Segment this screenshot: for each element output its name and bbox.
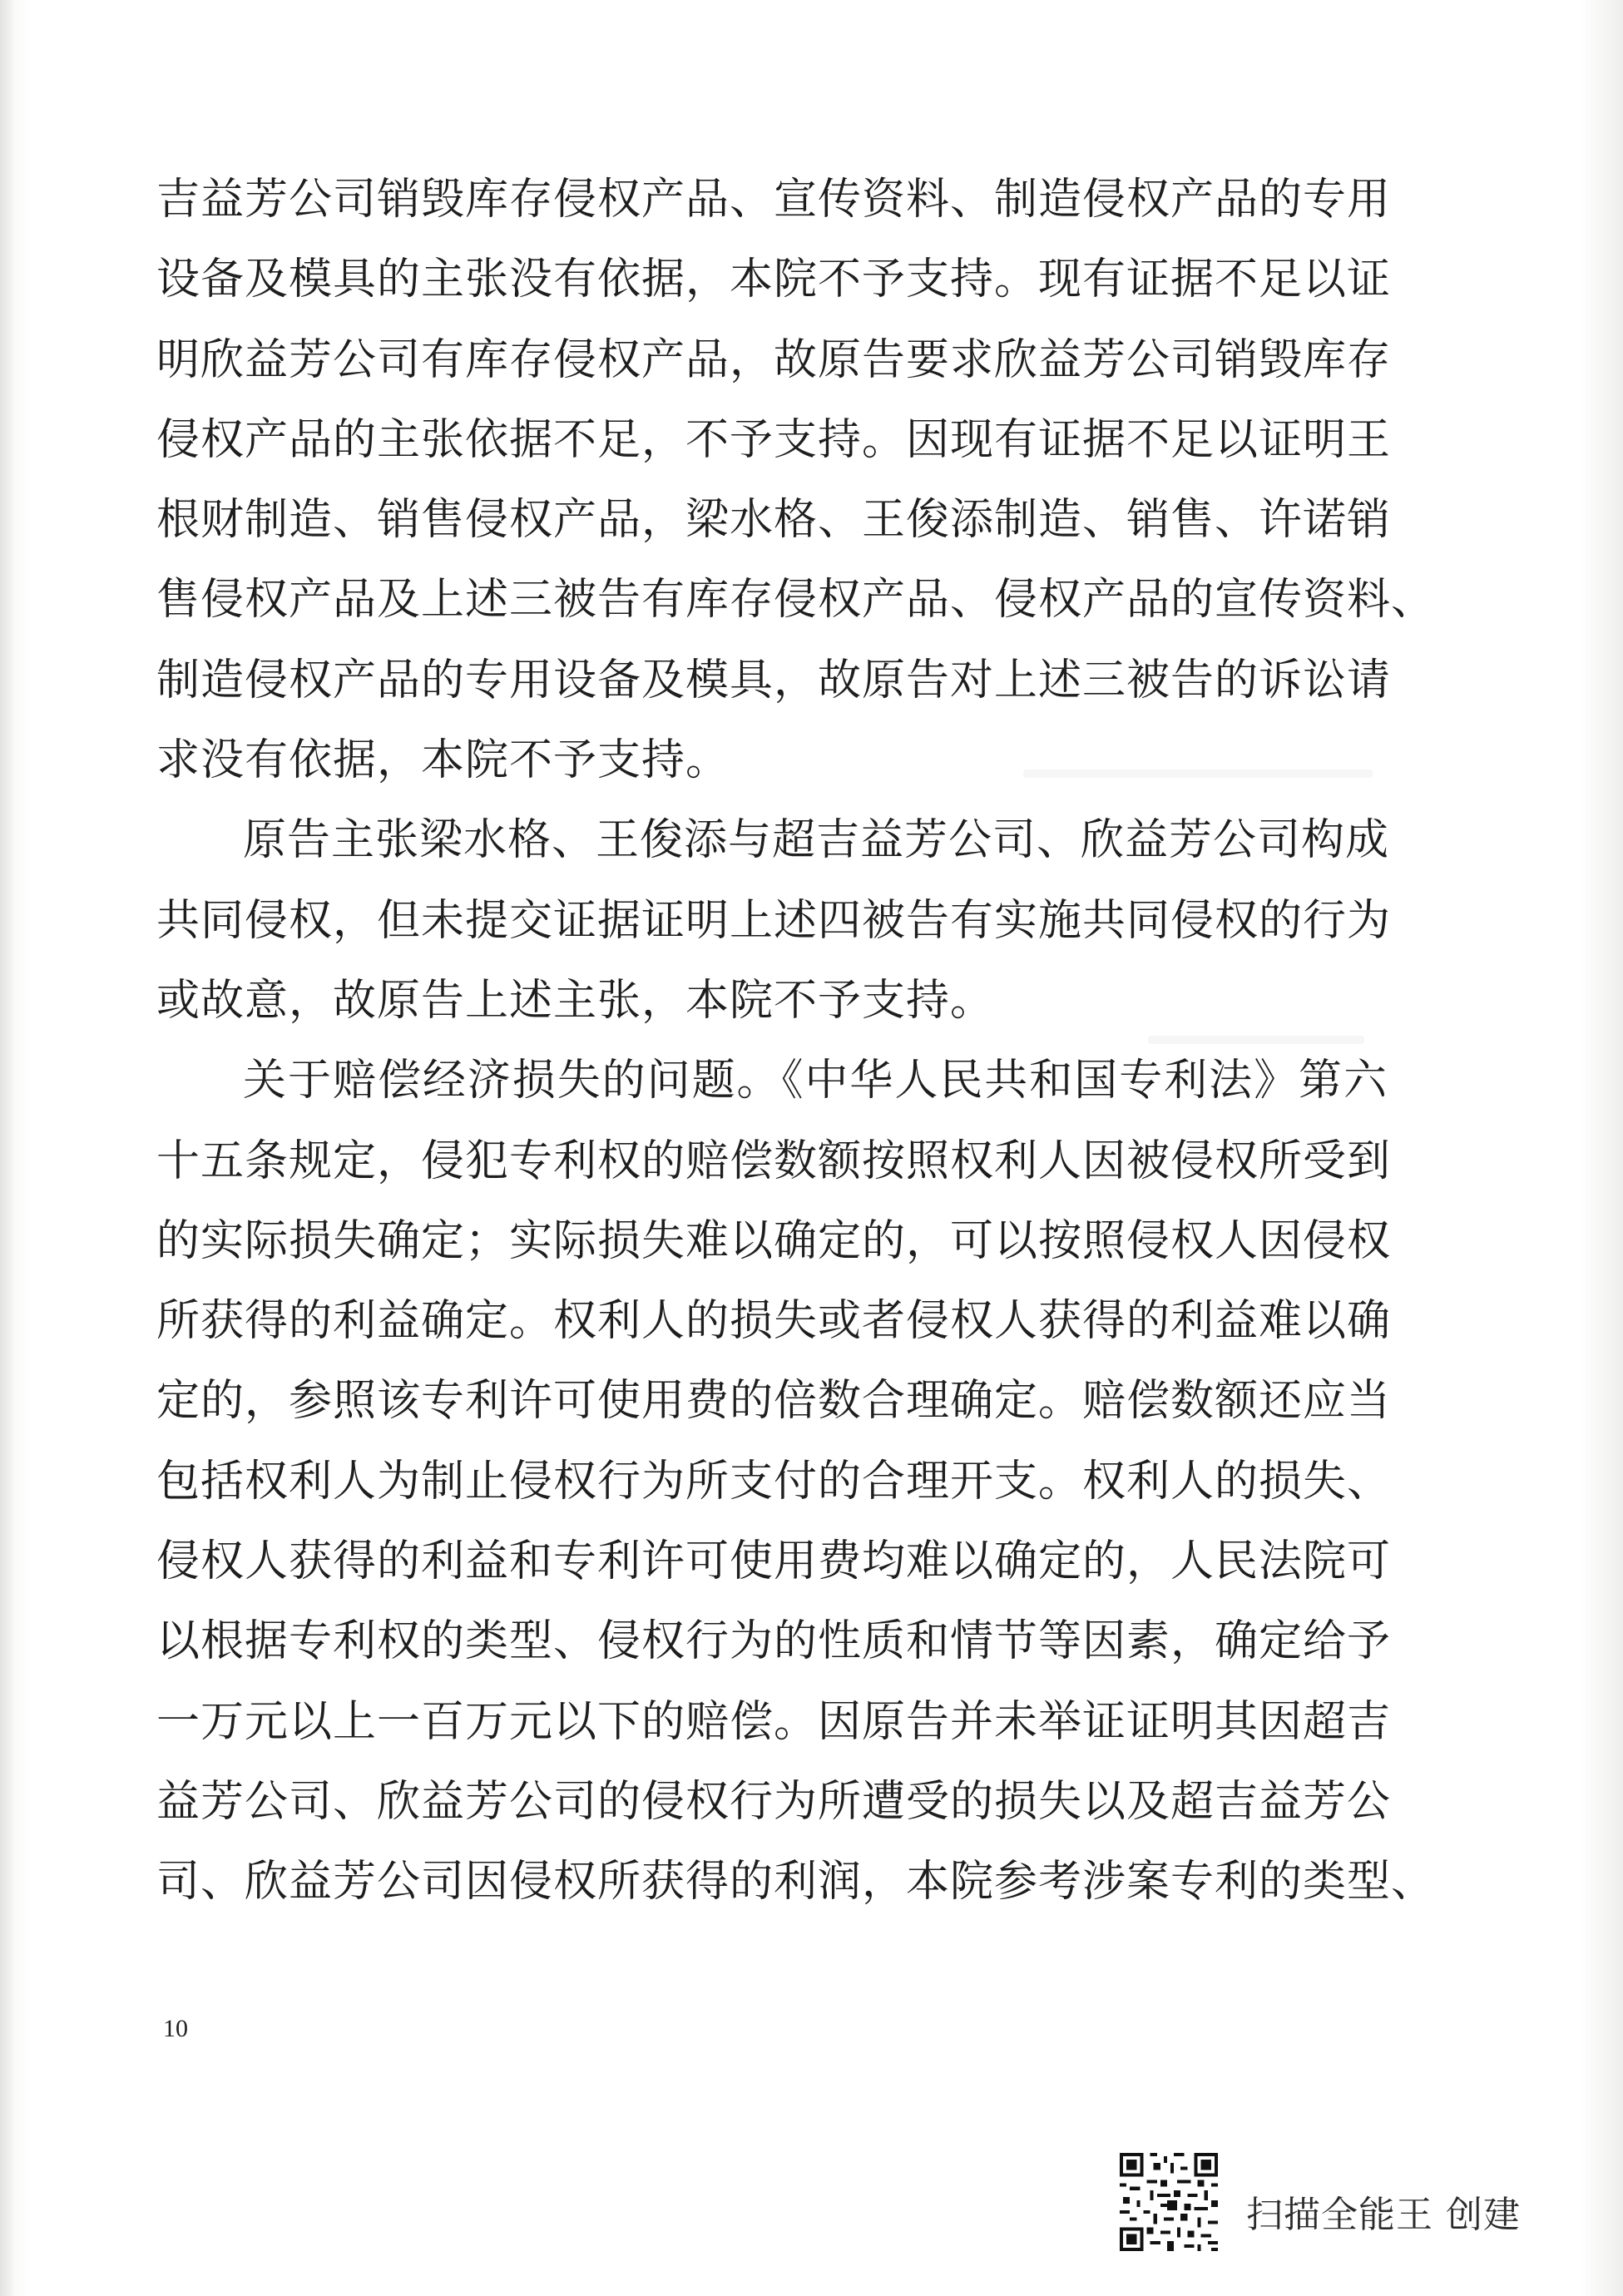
text-line: 售侵权产品及上述三被告有库存侵权产品、侵权产品的宣传资料、 bbox=[156, 575, 1436, 626]
judgment-body-text bbox=[156, 160, 1436, 1922]
qr-code-icon bbox=[1120, 2153, 1218, 2251]
text-line: 制造侵权产品的专用设备及模具，故原告对上述三被告的诉讼请 bbox=[156, 655, 1392, 705]
text-line: 侵权产品的主张依据不足，不予支持。因现有证据不足以证明王 bbox=[156, 414, 1392, 465]
scanner-watermark-credit: 扫描全能王 创建 bbox=[1246, 2194, 1521, 2236]
text-line: 所获得的利益确定。权利人的损失或者侵权人获得的利益难以确 bbox=[156, 1296, 1392, 1347]
text-line: 明欣益芳公司有库存侵权产品，故原告要求欣益芳公司销毁库存 bbox=[156, 334, 1392, 385]
text-line: 以根据专利权的类型、侵权行为的性质和情节等因素，确定给予 bbox=[156, 1616, 1392, 1667]
text-line: 求没有依据，本院不予支持。 bbox=[156, 735, 730, 786]
text-line: 关于赔偿经济损失的问题。《中华人民共和国专利法》第六 bbox=[243, 1056, 1388, 1106]
text-line: 十五条规定，侵犯专利权的赔偿数额按照权利人因被侵权所受到 bbox=[156, 1136, 1392, 1186]
text-line: 一万元以上一百万元以下的赔偿。因原告并未举证证明其因超吉 bbox=[156, 1696, 1392, 1747]
text-line: 司、欣益芳公司因侵权所获得的利润，本院参考涉案专利的类型、 bbox=[156, 1857, 1436, 1908]
text-line: 的实际损失确定；实际损失难以确定的，可以按照侵权人因侵权 bbox=[156, 1215, 1392, 1266]
page-edge-shadow bbox=[0, 0, 15, 2296]
text-line: 或故意，故原告上述主张，本院不予支持。 bbox=[156, 975, 995, 1026]
text-line: 包括权利人为制止侵权行为所支付的合理开支。权利人的损失、 bbox=[156, 1456, 1392, 1507]
text-line: 原告主张梁水格、王俊添与超吉益芳公司、欣益芳公司构成 bbox=[243, 815, 1390, 866]
text-line: 定的，参照该专利许可使用费的倍数合理确定。赔偿数额还应当 bbox=[156, 1376, 1392, 1427]
text-line: 根财制造、销售侵权产品，梁水格、王俊添制造、销售、许诺销 bbox=[156, 495, 1392, 546]
text-line: 益芳公司、欣益芳公司的侵权行为所遭受的损失以及超吉益芳公 bbox=[156, 1776, 1392, 1827]
text-line: 侵权人获得的利益和专利许可使用费均难以确定的，人民法院可 bbox=[156, 1536, 1392, 1587]
text-line: 设备及模具的主张没有依据，本院不予支持。现有证据不足以证 bbox=[156, 255, 1392, 305]
page-number: 10 bbox=[163, 2015, 188, 2042]
text-line: 共同侵权，但未提交证据证明上述四被告有实施共同侵权的行为 bbox=[156, 895, 1392, 946]
text-line: 吉益芳公司销毁库存侵权产品、宣传资料、制造侵权产品的专用 bbox=[156, 175, 1392, 225]
